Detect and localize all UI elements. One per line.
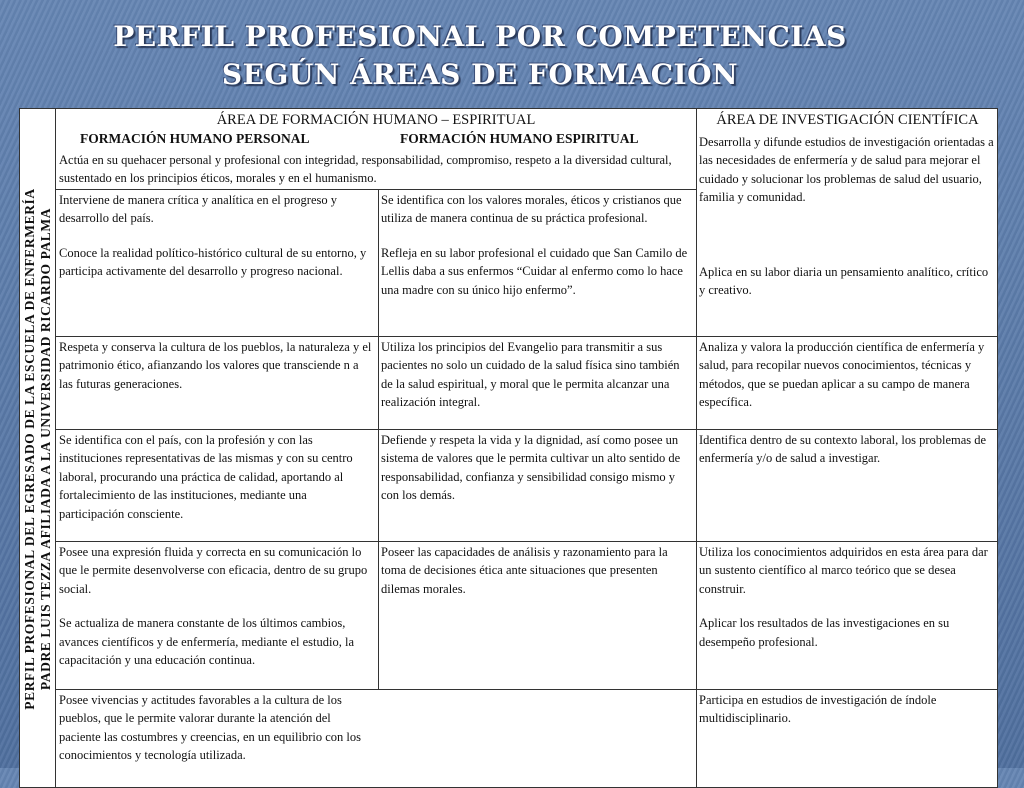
- row-2-espiritual: Utiliza los principios del Evangelio para transmitir a sus pacientes no solo un cuidado de la salud física sino también de la salud espiritual, y moral que le permita alcanzar una realización integral.: [381, 340, 680, 410]
- row-1-espiritual-b: Refleja en su labor profesional el cuidado que San Camilo de Lellis daba a sus enfermos “Cuidar al enfermo como lo hace una madre con su único hijo enfermo”.: [381, 245, 688, 297]
- side-label-column: [20, 109, 56, 788]
- header-humano-espiritual: ÁREA DE FORMACIÓN HUMANO – ESPIRITUAL: [216, 112, 536, 128]
- side-label-line-1: PERFIL PROFESIONAL DEL EGRESADO DE LA ESCUELA DE ENFERMERÍA: [22, 188, 37, 710]
- row-4-personal-b: Se actualiza de manera constante de los últimos cambios, avances científicos y de enfermería, mediante el estudio, la capacitación y una educación continua.: [59, 616, 355, 668]
- slide-title-line-2: SEGÚN ÁREAS DE FORMACIÓN: [221, 58, 739, 91]
- row-1-personal-a: Interviene de manera crítica y analítica en el progreso y desarrollo del país.: [59, 193, 337, 226]
- row-4-investigacion-a: Utiliza los conocimientos adquiridos en esta área para dar un sustento científico al marco teórico que se desea construir.: [699, 545, 988, 596]
- row-1-investigacion: Aplica en su labor diaria un pensamiento analítico, crítico y creativo.: [699, 265, 989, 298]
- slide-title-line-1: PERFIL PROFESIONAL POR COMPETENCIAS: [113, 20, 847, 53]
- slide-title: [0, 18, 960, 94]
- investigacion-row-0: Desarrolla y difunde estudios de investigación orientadas a las necesidades de enfermería y de salud para mejorar el cuidado y solucionar los problemas de salud del usuario, familia y comunidad.: [699, 135, 994, 205]
- row-4-investigacion-b: Aplicar los resultados de las investigaciones en su desempeño profesional.: [699, 616, 950, 649]
- row-2-personal: Respeta y conserva la cultura de los pueblos, la naturaleza y el patrimonio ético, afianzando los valores que transciende n a las futuras generaciones.: [59, 340, 372, 391]
- row-3-personal: Se identifica con el país, con la profesión y con las instituciones representativas de las mismas y con su centro laboral, procurando una práctica de calidad, aportando al fortalecimiento de las instituciones, mediante una participación consciente.: [59, 433, 353, 521]
- row-1-espiritual-a: Se identifica con los valores morales, éticos y cristianos que utiliza de manera continua de su práctica profesional.: [381, 193, 682, 226]
- side-label-line-2: PADRE LUIS TEZZA AFILIADA A LA UNIVERSIDAD RICARDO PALMA: [38, 207, 53, 691]
- row-4-espiritual: Poseer las capacidades de análisis y razonamiento para la toma de decisiones ética ante situaciones que presenten dilemas morales.: [381, 545, 668, 596]
- row-4-investigacion: [696, 541, 998, 689]
- row-5-investigacion: Participa en estudios de investigación de índole multidisciplinario.: [699, 693, 937, 726]
- competency-table: [19, 108, 998, 788]
- subheader-humano-personal: FORMACIÓN HUMANO PERSONAL: [80, 131, 310, 146]
- intro-text: Actúa en su quehacer personal y profesional con integridad, responsabilidad, compromiso, respeto a la diversidad cultural, sustentado en los principios éticos, morales y en el humanismo.: [59, 153, 672, 186]
- row-3-investigacion: Identifica dentro de su contexto laboral, los problemas de enfermería y/o de salud a investigar.: [699, 433, 987, 466]
- side-label: [22, 188, 54, 710]
- header-investigacion-cientifica: ÁREA DE INVESTIGACIÓN CIENTÍFICA: [716, 112, 979, 128]
- row-3-espiritual: Defiende y respeta la vida y la dignidad, así como posee un sistema de valores que le permita cultivar un alto sentido de responsabilidad, confianza y sensibilidad consigo mismo y con los demás.: [381, 433, 681, 503]
- row-4-personal: [56, 541, 378, 689]
- row-1-espiritual: [378, 189, 696, 336]
- row-5-personal: Posee vivencias y actitudes favorables a la cultura de los pueblos, que le permite valorar durante la atención del paciente las costumbres y creencias, en un equilibrio con los conocimientos y tecnología utilizada.: [59, 693, 361, 763]
- row-2-investigacion: Analiza y valora la producción científica de enfermería y salud, para recopilar nuevos conocimientos, técnicas y métodos, que se puedan aplicar a su campo de manera específica.: [699, 340, 985, 410]
- row-4-personal-a: Posee una expresión fluida y correcta en su comunicación lo que le permite desenvolverse con eficacia, dentro de su grupo social.: [59, 545, 368, 596]
- row-1-personal: [56, 189, 378, 336]
- subheader-humano-espiritual: FORMACIÓN HUMANO ESPIRITUAL: [400, 131, 639, 146]
- row-1-personal-b: Conoce la realidad político-histórico cultural de su entorno, y participa activamente del desarrollo y progreso nacional.: [59, 245, 367, 279]
